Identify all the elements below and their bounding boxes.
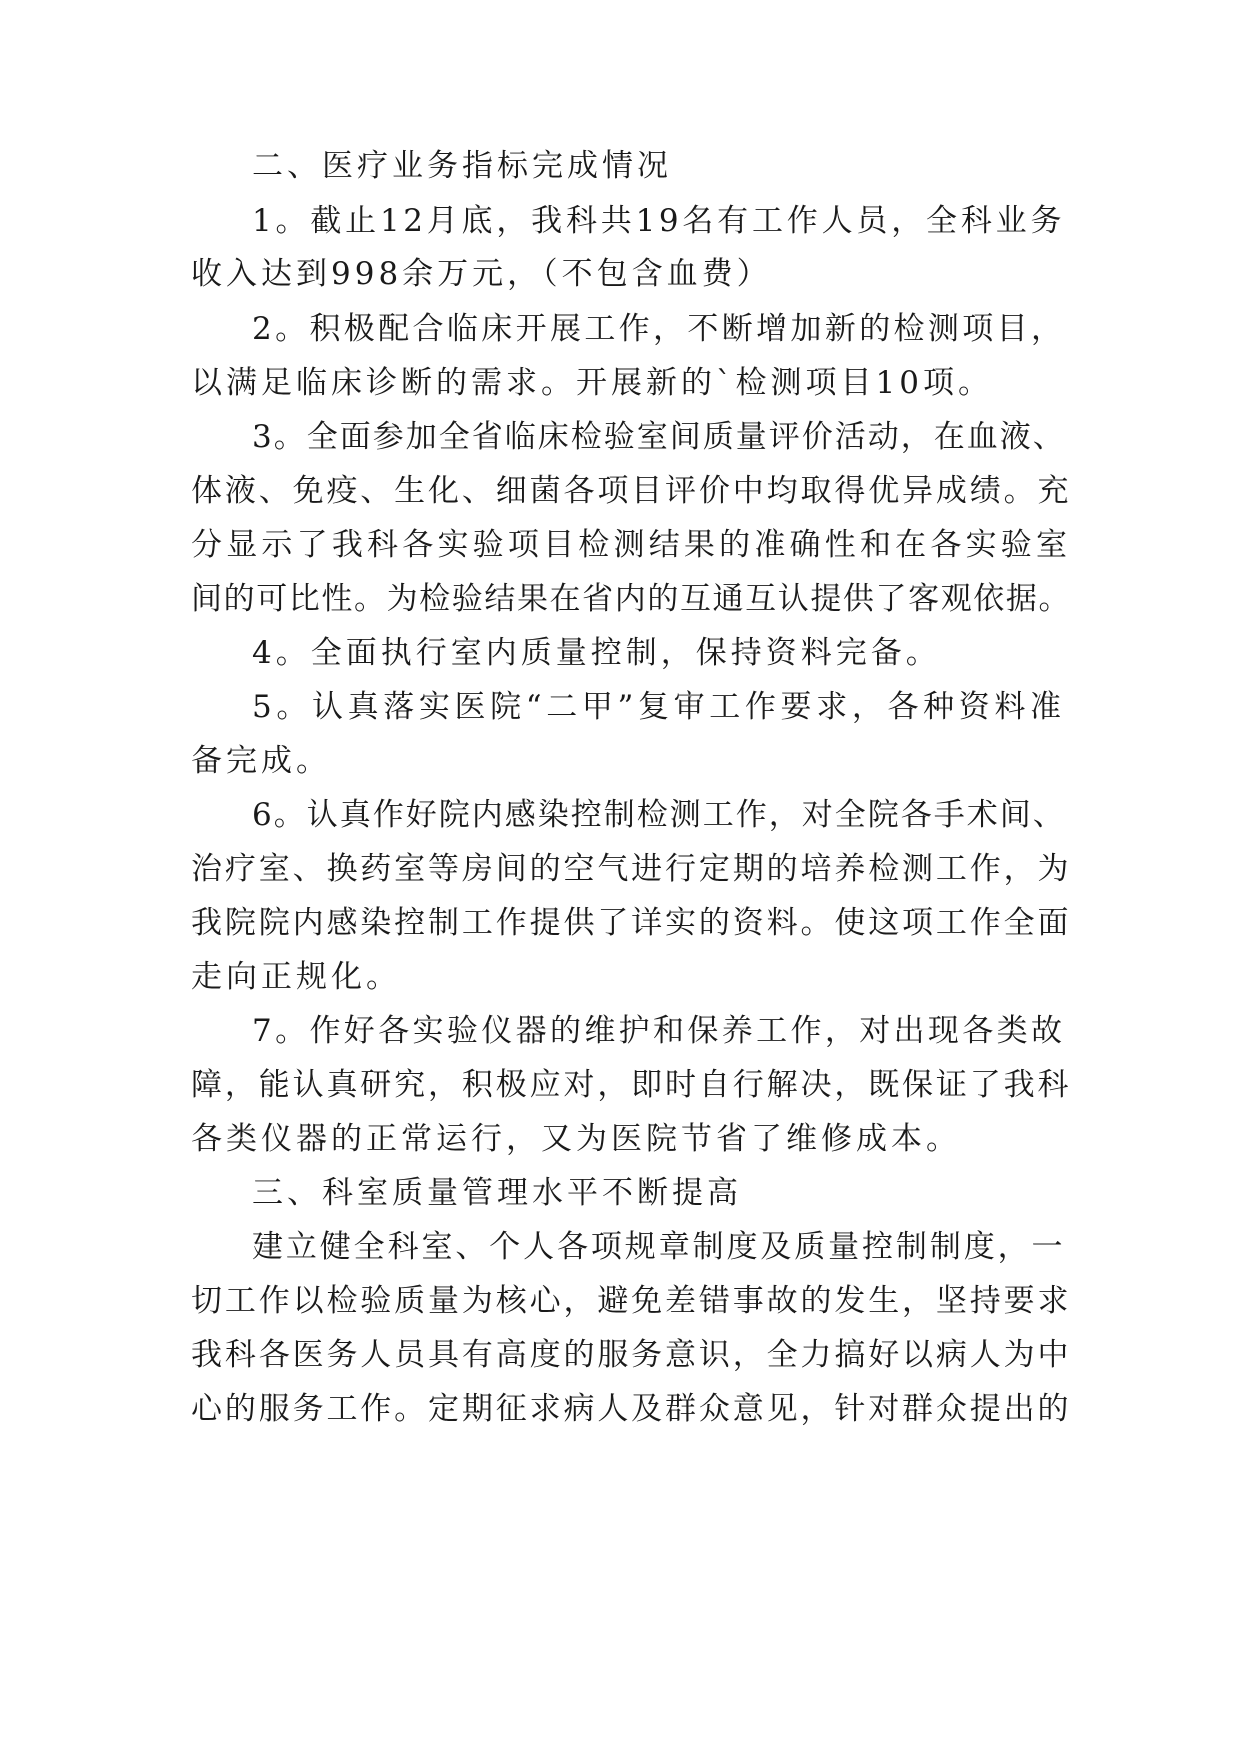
paragraph-line: 4。全面执行室内质量控制，保持资料完备。 <box>252 635 941 671</box>
paragraph-line: 备完成。 <box>191 743 331 779</box>
paragraph-line: 我科各医务人员具有高度的服务意识，全力搞好以病人为中 <box>191 1337 1071 1373</box>
paragraph-line: 6。认真作好院内感染控制检测工作，对全院各手术间、 <box>252 797 1066 833</box>
paragraph-line: 以满足临床诊断的需求。开展新的`检测项目10项。 <box>191 365 993 401</box>
section-heading-2: 二、医疗业务指标完成情况 <box>252 148 672 184</box>
paragraph-line: 走向正规化。 <box>191 959 401 995</box>
paragraph-line: 体液、免疫、生化、细菌各项目评价中均取得优异成绩。充 <box>191 473 1071 509</box>
paragraph-line: 治疗室、换药室等房间的空气进行定期的培养检测工作，为 <box>191 851 1071 887</box>
paragraph-line: 收入达到998余万元，（不包含血费） <box>191 256 772 292</box>
paragraph-line: 5。认真落实医院“二甲”复审工作要求，各种资料准 <box>252 689 1065 725</box>
paragraph-line: 间的可比性。为检验结果在省内的互通互认提供了客观依据。 <box>191 581 1071 617</box>
paragraph-line: 1。截止12月底，我科共19名有工作人员，全科业务 <box>252 203 1065 239</box>
paragraph-line: 障，能认真研究，积极应对，即时自行解决，既保证了我科 <box>191 1067 1071 1103</box>
paragraph-line: 2。积极配合临床开展工作，不断增加新的检测项目， <box>252 311 1065 347</box>
paragraph-line: 各类仪器的正常运行，又为医院节省了维修成本。 <box>191 1121 961 1157</box>
paragraph-line: 3。全面参加全省临床检验室间质量评价活动，在血液、 <box>252 419 1066 455</box>
paragraph-line: 心的服务工作。定期征求病人及群众意见，针对群众提出的 <box>191 1391 1071 1427</box>
section-heading-3: 三、科室质量管理水平不断提高 <box>252 1175 742 1211</box>
paragraph-line: 我院院内感染控制工作提供了详实的资料。使这项工作全面 <box>191 905 1071 941</box>
paragraph-line: 建立健全科室、个人各项规章制度及质量控制制度，一 <box>252 1229 1065 1265</box>
paragraph-line: 分显示了我科各实验项目检测结果的准确性和在各实验室 <box>191 527 1071 563</box>
paragraph-line: 切工作以检验质量为核心，避免差错事故的发生，坚持要求 <box>191 1283 1071 1319</box>
paragraph-line: 7。作好各实验仪器的维护和保养工作，对出现各类故 <box>252 1013 1065 1049</box>
